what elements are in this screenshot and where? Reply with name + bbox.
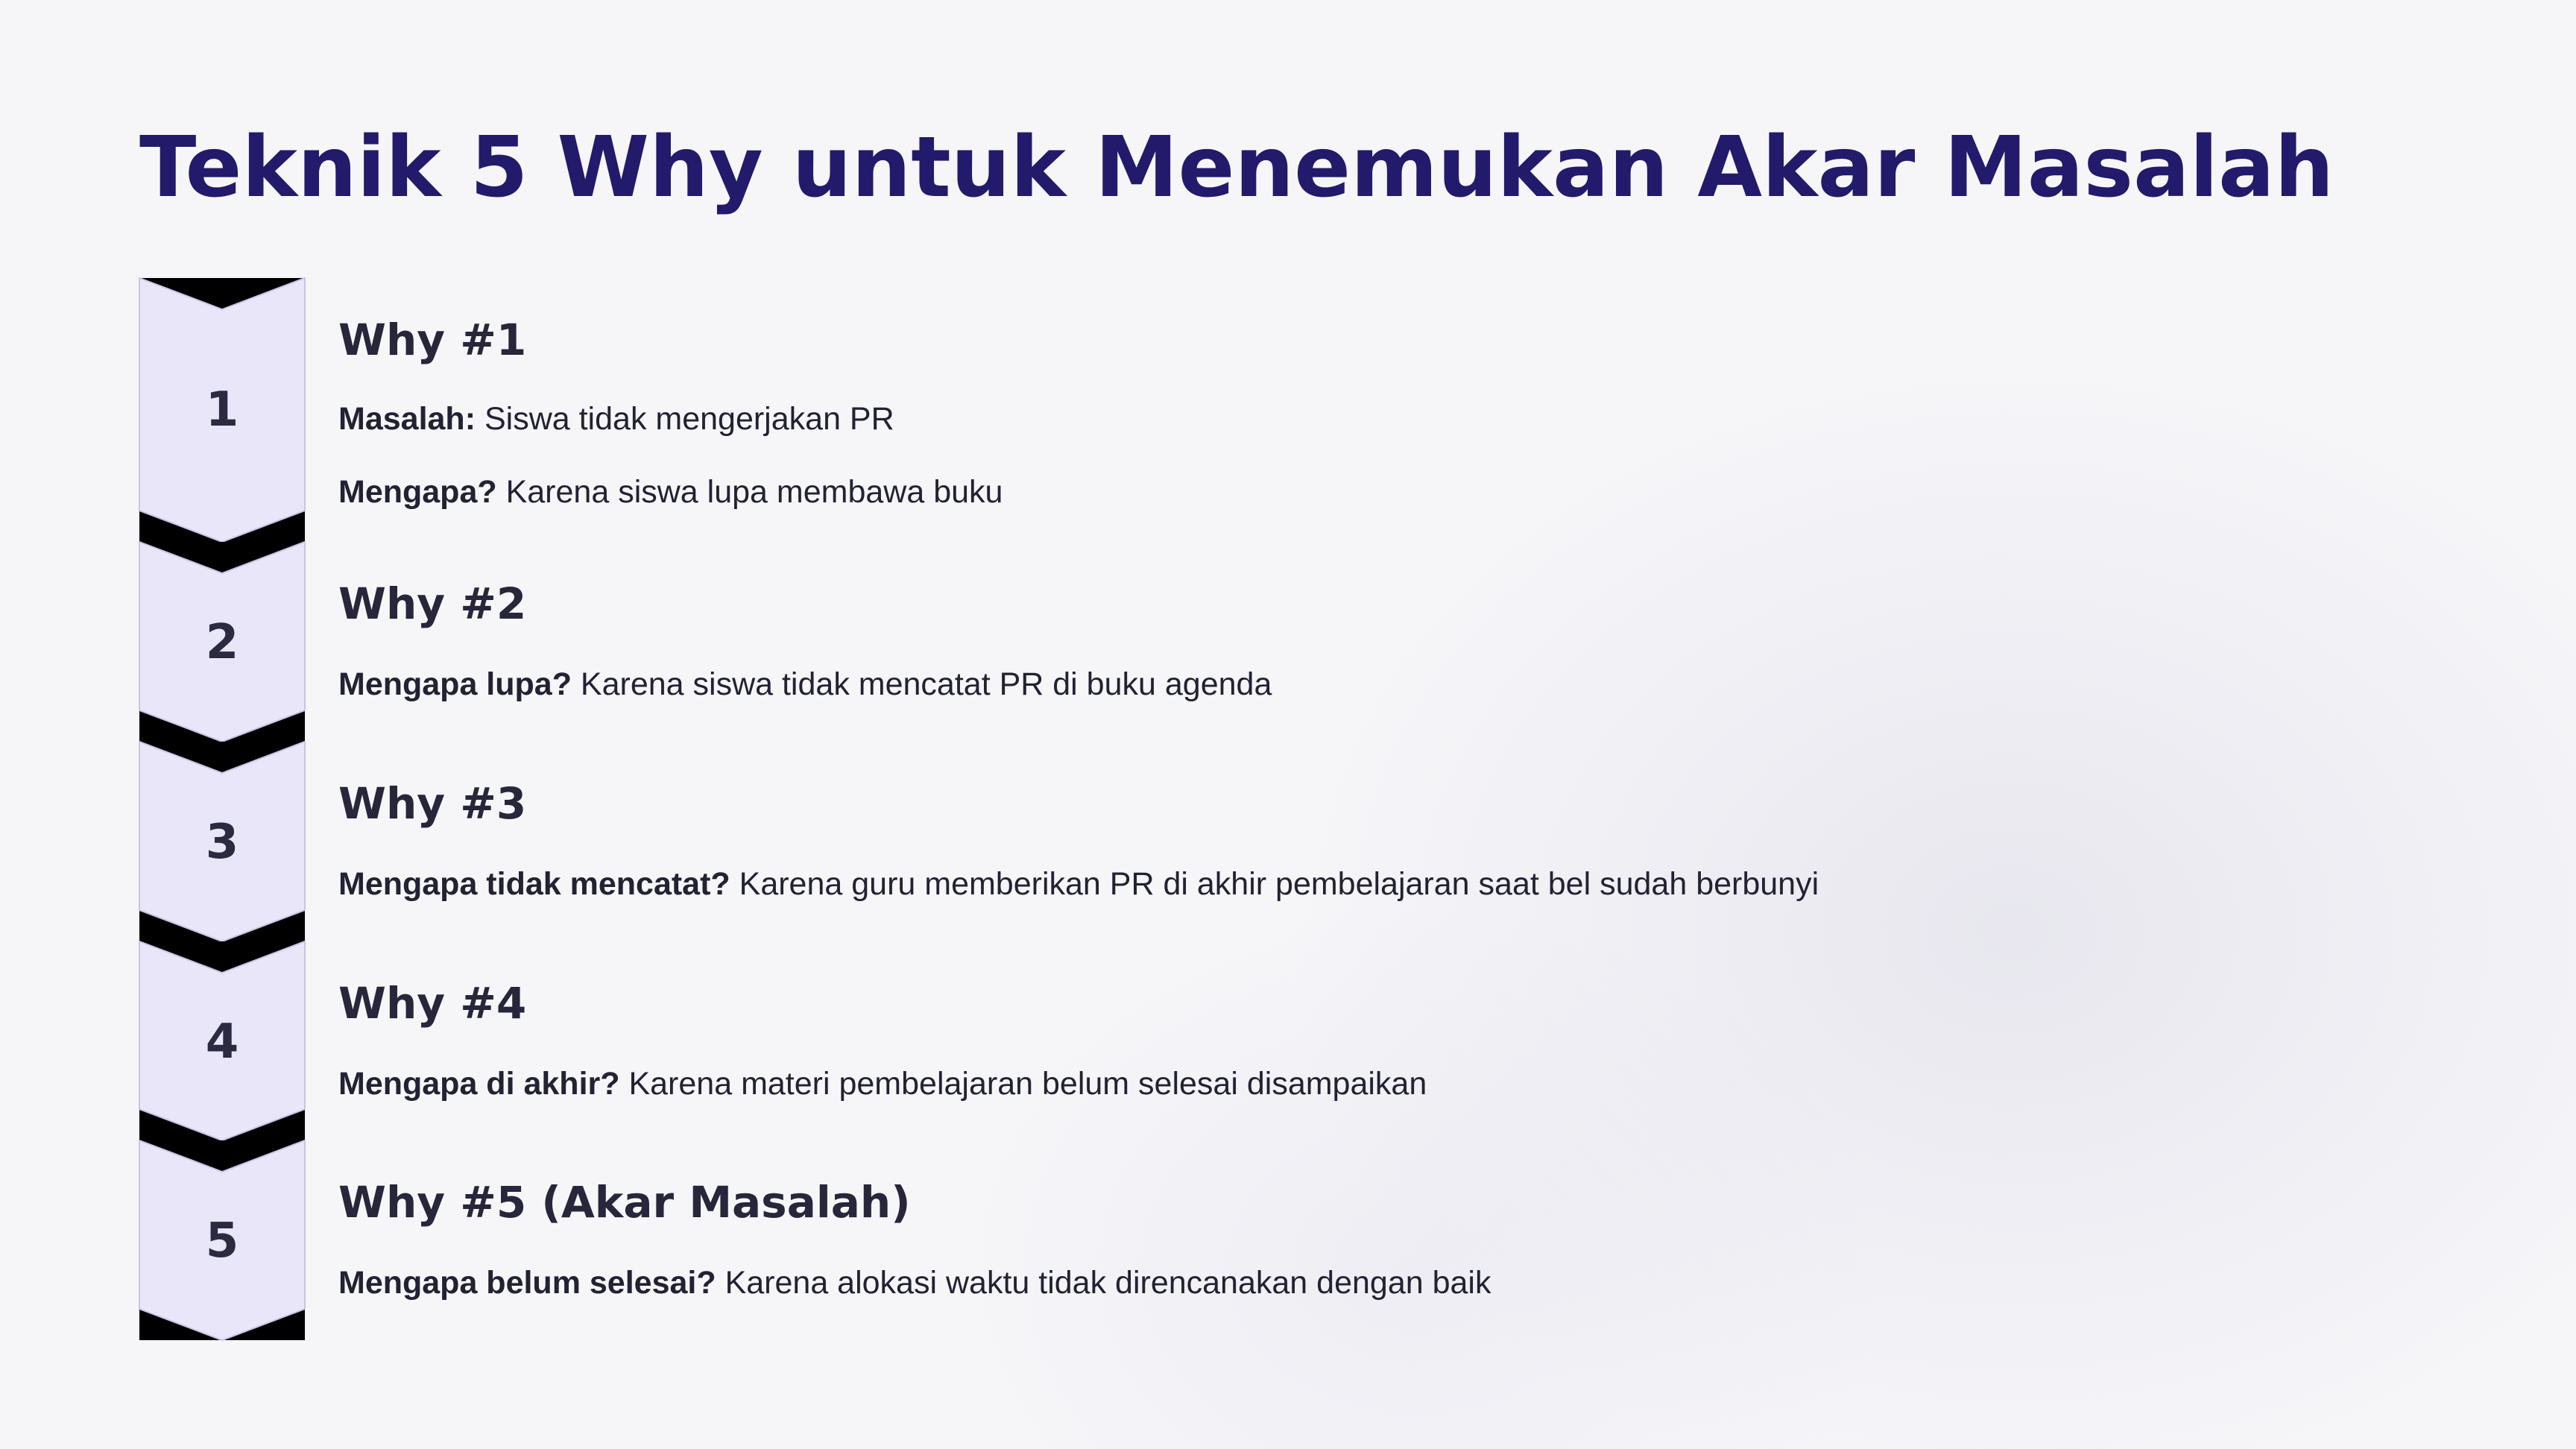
step-line	[338, 471, 1003, 513]
page-title: Teknik 5 Why untuk Menemukan Akar Masalah	[139, 119, 2334, 216]
why-step-2	[139, 542, 2450, 742]
step-line-text: Karena alokasi waktu tidak direncanakan dengan baik	[716, 1265, 1491, 1301]
step-line-label: Mengapa belum selesai?	[338, 1265, 716, 1301]
step-line-text: Karena guru memberikan PR di akhir pembelajaran saat bel sudah berbunyi	[730, 866, 1819, 902]
step-heading: Why #2	[338, 578, 527, 629]
why-step-3	[139, 742, 2450, 941]
step-line	[338, 663, 1272, 705]
step-line-text: Siswa tidak mengerjakan PR	[476, 401, 894, 437]
step-line-text: Karena materi pembelajaran belum selesai disampaikan	[619, 1066, 1427, 1102]
step-number: 5	[205, 1213, 239, 1269]
step-heading: Why #4	[338, 978, 527, 1029]
step-line-label: Mengapa tidak mencatat?	[338, 866, 730, 902]
step-line	[338, 863, 1819, 905]
why-step-4	[139, 941, 2450, 1140]
step-line	[338, 398, 894, 440]
step-line-label: Mengapa lupa?	[338, 666, 572, 702]
step-heading: Why #3	[338, 778, 527, 829]
step-number: 1	[205, 382, 239, 438]
step-heading: Why #1	[338, 315, 527, 365]
step-number: 2	[205, 615, 239, 670]
step-number: 3	[205, 815, 239, 870]
step-line-label: Masalah:	[338, 401, 476, 437]
step-line-label: Mengapa di akhir?	[338, 1066, 620, 1102]
step-line-text: Karena siswa lupa membawa buku	[496, 474, 1003, 510]
why-step-5	[139, 1140, 2450, 1340]
step-line	[338, 1063, 1427, 1105]
step-line-text: Karena siswa tidak mencatat PR di buku agenda	[571, 666, 1272, 702]
step-number: 4	[205, 1014, 239, 1070]
step-line-label: Mengapa?	[338, 474, 497, 510]
step-heading: Why #5 (Akar Masalah)	[338, 1177, 911, 1228]
why-step-1	[139, 278, 2450, 542]
step-line	[338, 1262, 1491, 1304]
